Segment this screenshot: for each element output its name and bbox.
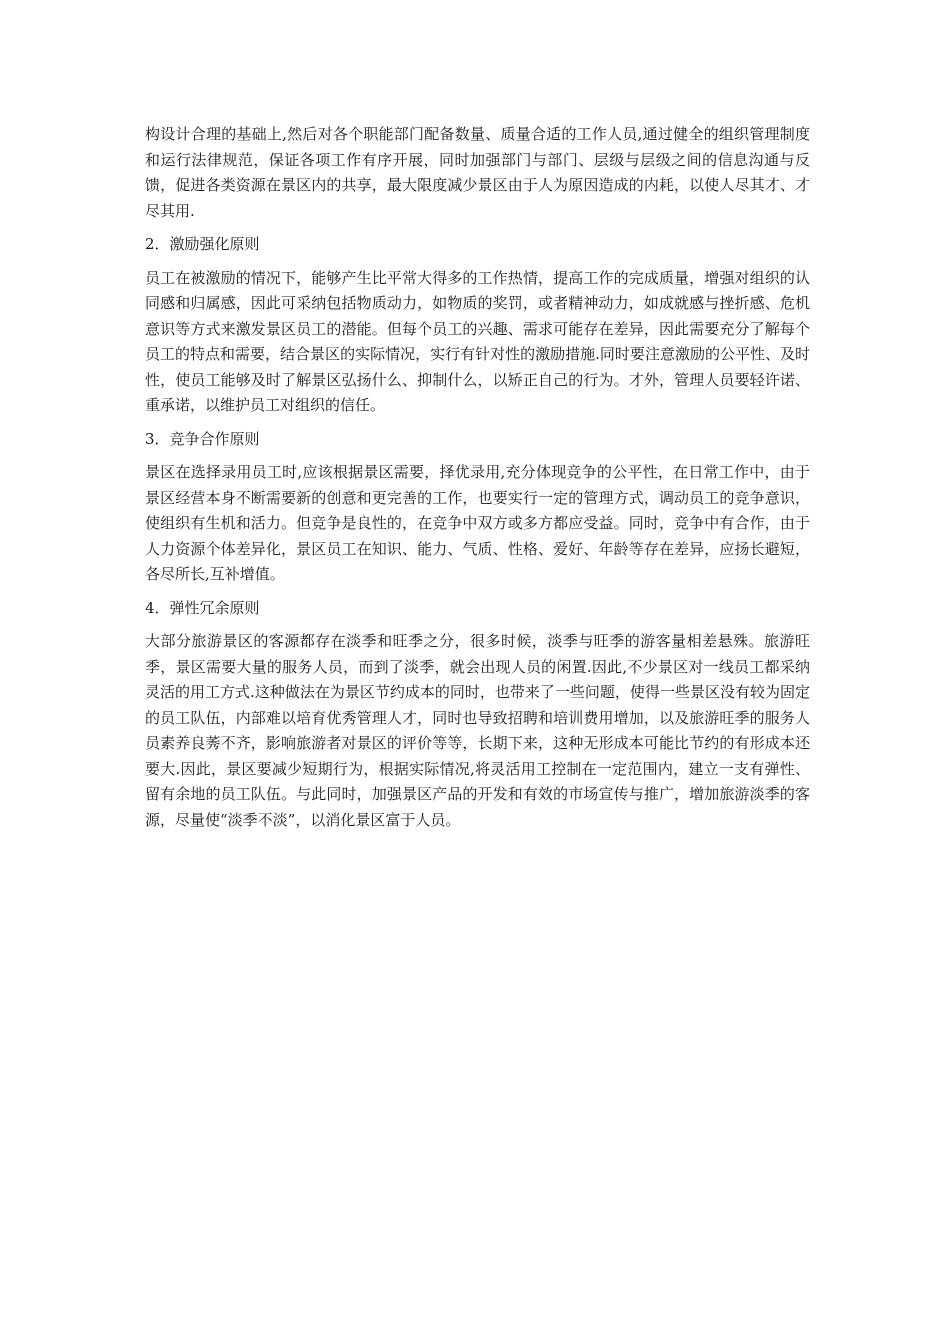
document-body [145,122,810,833]
section-heading-competition: 3．竞争合作原则 [145,429,260,448]
section-heading-incentive: 2．激励强化原则 [145,235,260,253]
paragraph-incentive: 员工在被激励的情况下，能够产生比平常大得多的工作热情，提高工作的完成质量，增强对组织的认同感和归属感，因此可采纳包括物质动力，如物质的奖罚，或者精神动力，如成就感与挫折感、危机意识等方式来激发景区员工的潜能。但每个员工的兴趣、需求可能存在差异，因此需要充分了解每个员工的特点和需要，结合景区的实际情况，实行有针对性的激励措施.同时要注意激励的公平性、及时性，使员工能够及时了解景区弘扬什么、抑制什么，以矫正自己的行为。才外，管理人员要轻许诺、重承诺，以维护员工对组织的信任。 [145,268,810,414]
paragraph-intro: 构设计合理的基础上,然后对各个职能部门配备数量、质量合适的工作人员,通过健全的组织管理制度和运行法律规范，保证各项工作有序开展，同时加强部门与部门、层级与层级之间的信息沟通与反馈，促进各类资源在景区内的共享，最大限度减少景区由于人为原因造成的内耗，以使人尽其才、才尽其用. [145,125,810,220]
paragraph-competition: 景区在选择录用员工时,应该根据景区需要，择优录用,充分体现竞争的公平性，在日常工作中，由于景区经营本身不断需要新的创意和更完善的工作，也要实行一定的管理方式，调动员工的竞争意识，使组织有生机和活力。但竞争是良性的，在竞争中双方或多方都应受益。同时，竞争中有合作，由于人力资源个体差异化，景区员工在知识、能力、气质、性格、爱好、年龄等存在差异，应扬长避短，各尽所长,互补增值。 [145,463,810,583]
section-heading-flexibility: 4．弹性冗余原则 [145,598,260,617]
paragraph-flexibility: 大部分旅游景区的客源都存在淡季和旺季之分，很多时候，淡季与旺季的游客量相差悬殊。旅游旺季，景区需要大量的服务人员，而到了淡季，就会出现人员的闲置.因此,不少景区对一线员工都采纳灵活的用工方式.这种做法在为景区节约成本的同时，也带来了一些问题，使得一些景区没有较为固定的员工队伍，内部难以培育优秀管理人才，同时也导致招聘和培训费用增加，以及旅游旺季的服务人员素养良莠不齐，影响旅游者对景区的评价等等，长期下来，这种无形成本可能比节约的有形成本还要大.因此，景区要减少短期行为，根据实际情况,将灵活用工控制在一定范围内，建立一支有弹性、留有余地的员工队伍。与此同时，加强景区产品的开发和有效的市场宣传与推广，增加旅游淡季的客源，尽量使“淡季不淡”，以消化景区富于人员。 [145,632,810,829]
